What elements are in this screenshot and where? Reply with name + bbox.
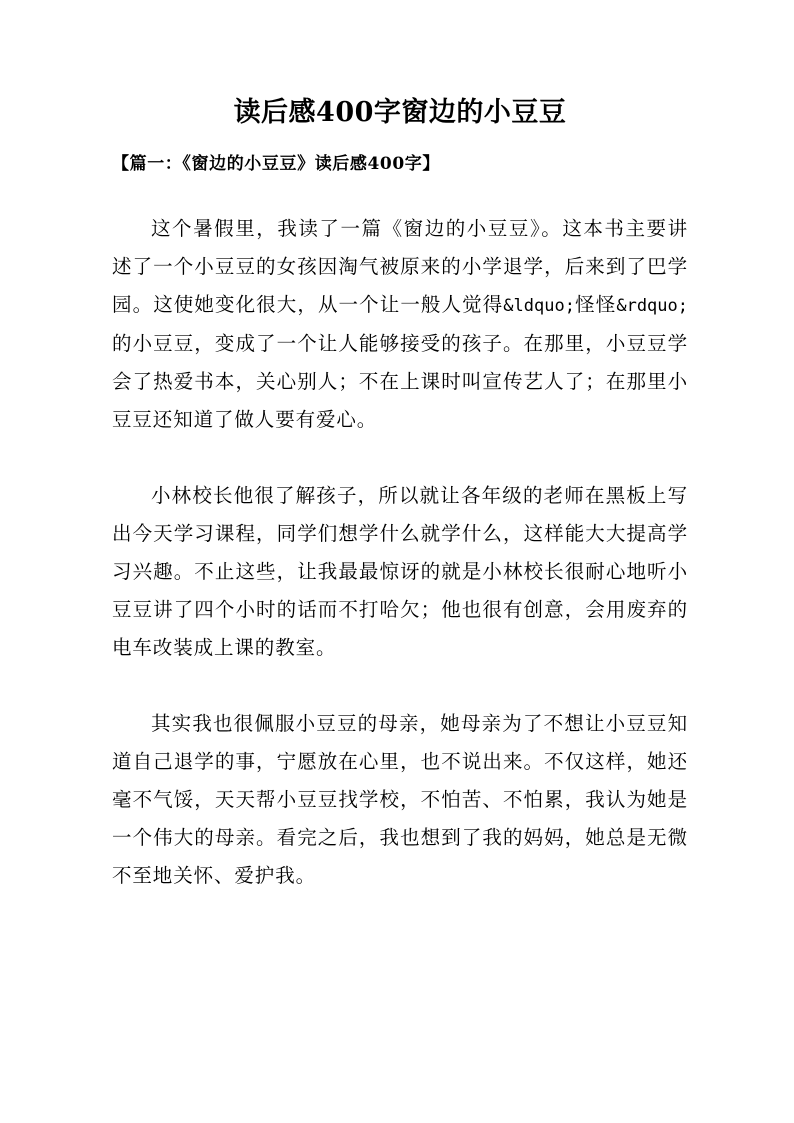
page-title: 读后感400字窗边的小豆豆 — [233, 97, 567, 128]
right-double-quote-entity: &rdquo; — [616, 296, 688, 316]
body-paragraph-1 — [112, 176, 688, 439]
paragraph-1-text-b: 怪怪 — [574, 293, 617, 316]
paragraph-1-text-c: 的小豆豆，变成了一个让人能够接受的孩子。在那里，小豆豆学会了热爱书本，关心别人；不在上课时叫宣传艺人了；在那里小豆豆还知道了做人要有爱心。 — [112, 332, 688, 431]
document-content — [112, 0, 688, 895]
section-heading: 【篇一：《窗边的小豆豆》读后感400字】 — [112, 154, 440, 174]
left-double-quote-entity: &ldquo; — [503, 296, 575, 316]
paragraph-1-text-a: 这个暑假里，我读了一篇《窗边的小豆豆》。这本书主要讲述了一个小豆豆的女孩因淘气被原来的小学退学，后来到了巴学园。这使她变化很大，从一个让一般人觉得 — [112, 217, 688, 316]
body-paragraph-3: 其实我也很佩服小豆豆的母亲，她母亲为了不想让小豆豆知道自己退学的事，宁愿放在心里，也不说出来。不仅这样，她还毫不气馁，天天帮小豆豆找学校，不怕苦、不怕累，我认为她是一个伟大的母亲。看完之后，我也想到了我的妈妈，她总是无微不至地关怀、爱护我。 — [112, 712, 688, 887]
body-paragraph-2: 小林校长他很了解孩子，所以就让各年级的老师在黑板上写出今天学习课程，同学们想学什么就学什么，这样能大大提高学习兴趣。不止这些，让我最最惊讶的就是小林校长很耐心地听小豆豆讲了四个小时的话而不打哈欠；他也很有创意，会用废弃的电车改装成上课的教室。 — [112, 484, 688, 659]
